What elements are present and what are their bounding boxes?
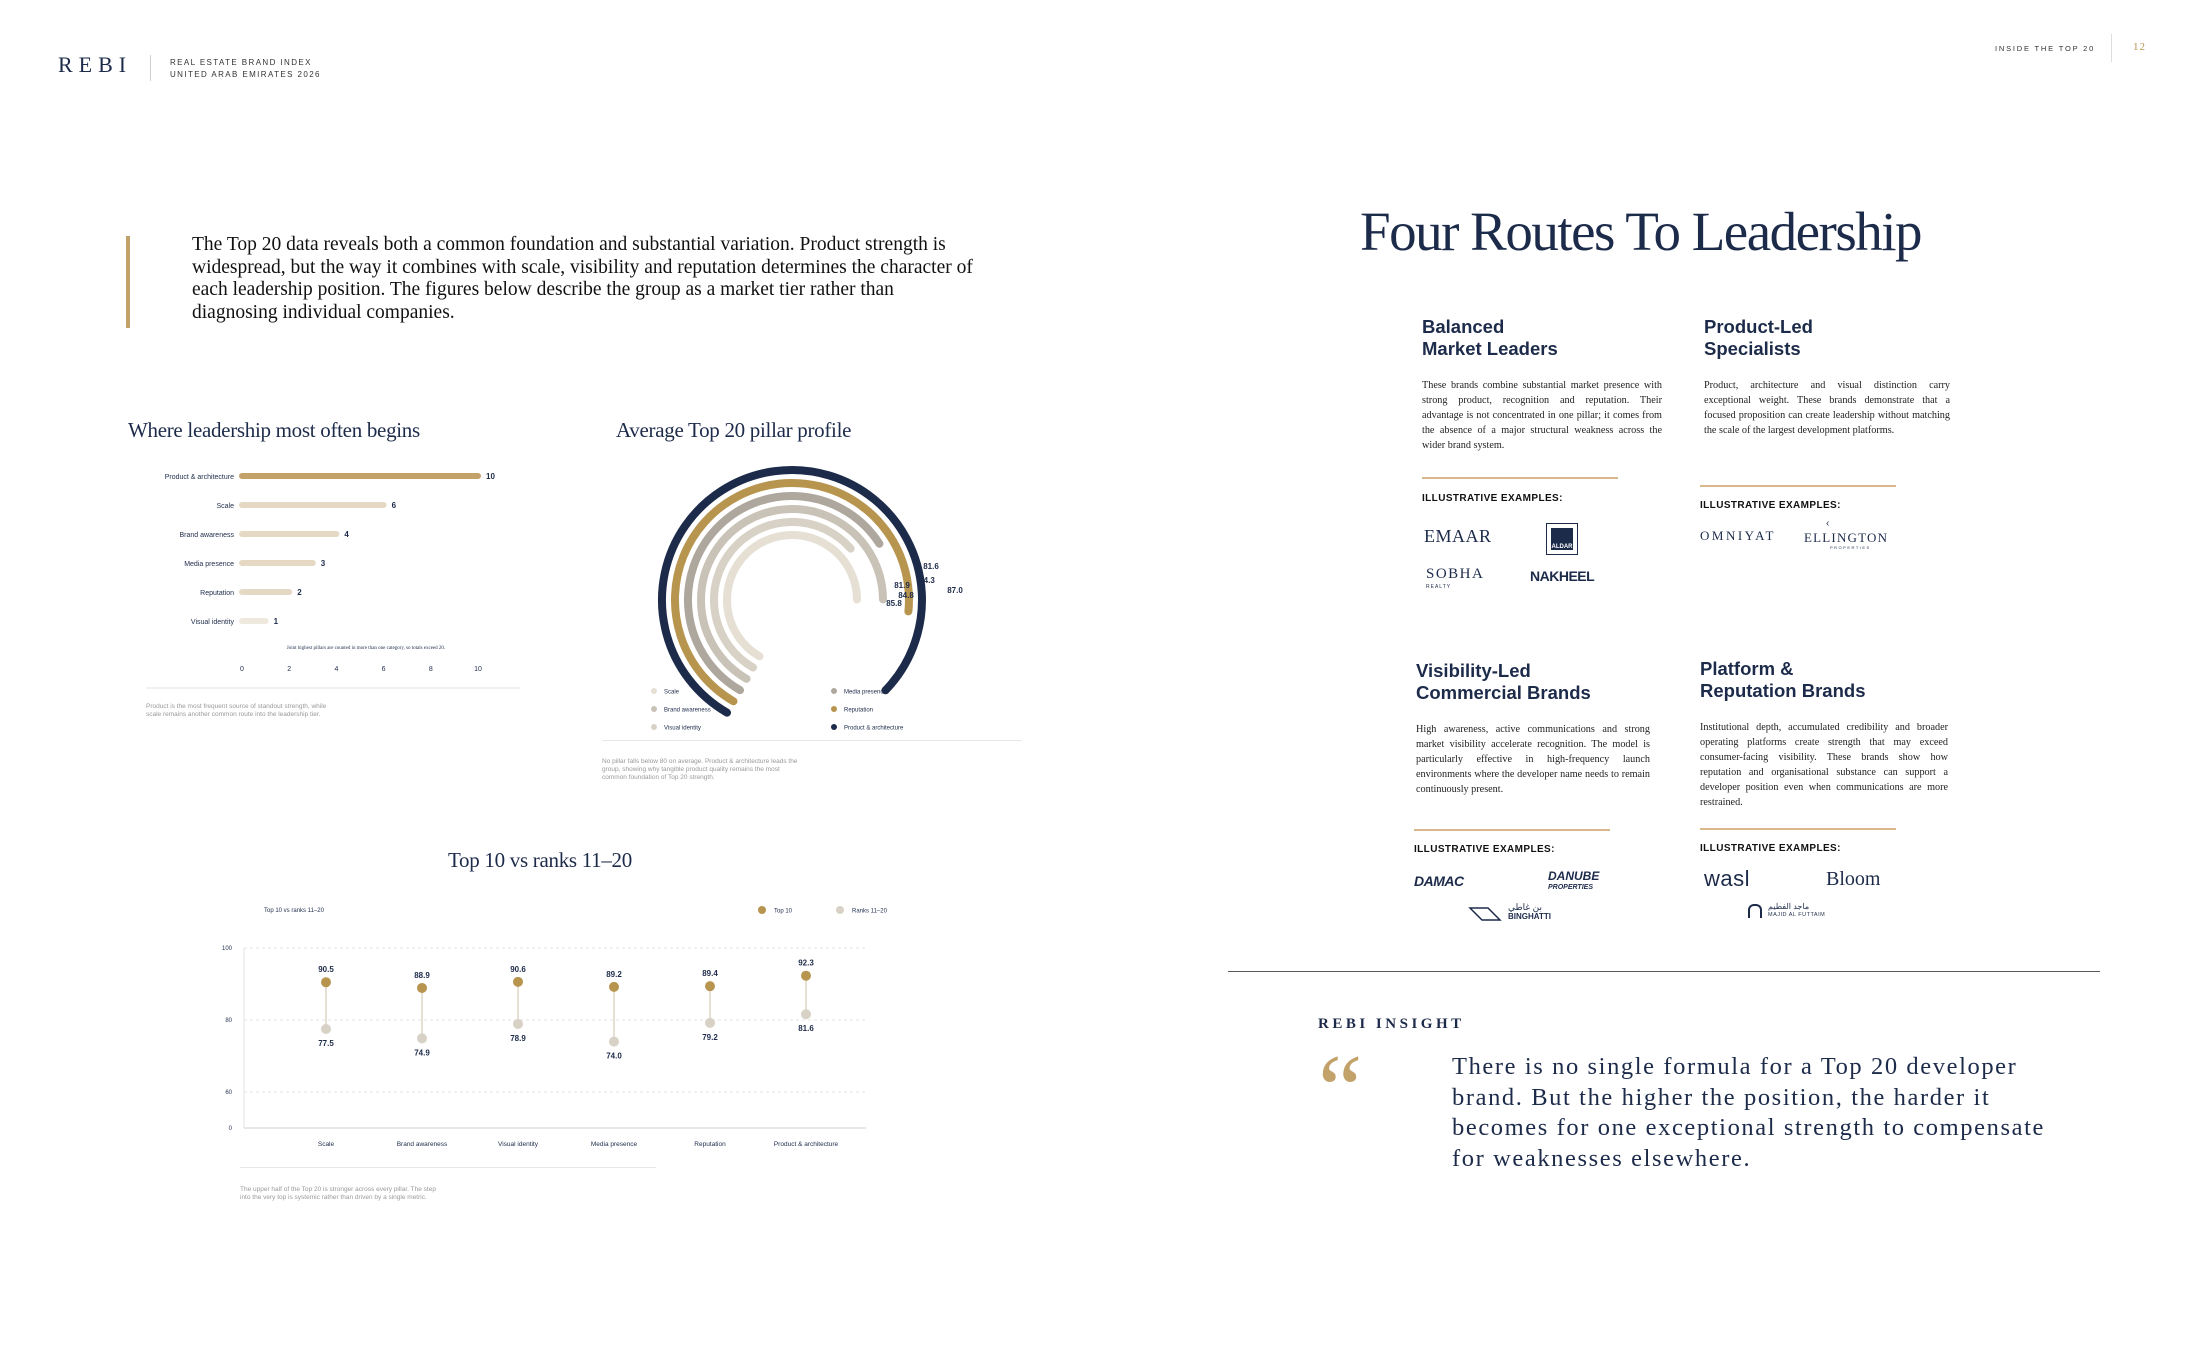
route-card-balanced <box>1422 316 1662 504</box>
brand-subtitle-line2: UNITED ARAB EMIRATES 2026 <box>170 70 321 79</box>
chart2-rule <box>602 740 1022 741</box>
chart1-title: Where leadership most often begins <box>128 418 420 442</box>
logo-danube <box>1548 871 1599 893</box>
chart1-value-label: 3 <box>320 559 326 568</box>
chart3-point-top10 <box>321 977 331 987</box>
intro-paragraph: The Top 20 data reveals both a common foundation and substantial variation. Product strength is widespread, but the way it combines with scale, visibility and reputation determines the character of each leadership position. The figures below describe the group as a market tier rather than diagnosing individual companies. <box>192 234 973 323</box>
route-title-line2: Commercial Brands <box>1416 682 1591 703</box>
chart2-legend-swatch <box>651 724 657 730</box>
chart3-subtitle: Top 10 vs ranks 11–20 <box>264 908 324 914</box>
route-title-line1: Platform & <box>1700 658 1794 679</box>
chart3-point-ranks <box>609 1037 619 1047</box>
chart3-category-label: Scale <box>317 1141 335 1148</box>
chart3-caption: The upper half of the Top 20 is stronger across every pillar. The step into the very top is systemic rather than driven by a single metric. <box>240 1186 436 1201</box>
logo-binghatti-en: BINGHATTI <box>1508 912 1551 921</box>
route-title <box>1422 316 1662 360</box>
logo-majid-ar: ماجد الفطيم <box>1768 902 1810 911</box>
chart3-point-top10 <box>801 971 811 981</box>
chart2-legend-label: Scale <box>664 689 680 696</box>
chart3-category-label: Reputation <box>694 1141 726 1148</box>
chart3-y-tick: 80 <box>225 1018 232 1024</box>
chart3-point-top10 <box>705 981 715 991</box>
route-body: Product, architecture and visual distinction carry exceptional weight. These brands demonstrate that a focused proposition can create leadership without matching the scale of the largest development platforms. <box>1704 380 1950 436</box>
chart2-radial-chart <box>600 455 1030 755</box>
chart1-category-label: Visual identity <box>190 619 234 626</box>
chart1-value-label: 10 <box>486 472 495 481</box>
route-title-line1: Balanced <box>1422 316 1505 337</box>
quote-mark: “ <box>1318 1034 1363 1145</box>
chart3-value-top10: 88.9 <box>414 970 430 980</box>
chart3-value-top10: 90.6 <box>510 964 526 974</box>
chart3-value-top10: 92.3 <box>798 958 814 968</box>
chart3-value-ranks: 77.5 <box>318 1039 334 1048</box>
chart2-value-label: 81.9 <box>894 581 910 590</box>
chart3-legend-label: Top 10 <box>774 908 793 915</box>
insight-quote: There is no single formula for a Top 20 developer brand. But the higher the position, the harder it becomes for one exceptional strength to compensate for weaknesses elsewhere. <box>1452 1053 2045 1172</box>
chart1-x-tick: 6 <box>381 666 386 673</box>
route-title-line2: Specialists <box>1704 338 1801 359</box>
chart3-value-top10: 89.2 <box>606 969 622 979</box>
logo-damac: DAMAC <box>1414 873 1464 889</box>
chart1-category-label: Reputation <box>200 590 234 597</box>
chart3-value-ranks: 78.9 <box>510 1033 526 1043</box>
logo-ellington-sub: PROPERTIES <box>1830 545 1871 550</box>
chart3-value-top10: 89.4 <box>702 969 718 979</box>
brand-subtitle-line1: REAL ESTATE BRAND INDEX <box>170 58 312 67</box>
chart1-x-tick: 4 <box>334 666 339 673</box>
chart2-legend-swatch <box>831 688 837 694</box>
route-rule <box>1414 829 1610 831</box>
aldar-mark: ALDAR <box>1551 528 1573 550</box>
page-number: 12 <box>2133 41 2146 53</box>
brand-subtitle <box>170 57 321 81</box>
route-rule <box>1700 485 1896 487</box>
chart1-caption: Product is the most frequent source of standout strength, while scale remains another common route into the leadership tier. <box>146 703 327 718</box>
chart2-value-label: 81.6 <box>923 562 939 571</box>
logo-emaar: EMAAR <box>1424 526 1492 546</box>
chart2-value-label: 87.0 <box>947 586 963 595</box>
route-card-platform <box>1700 658 1948 810</box>
chart3-legend-swatch <box>836 906 844 914</box>
chart1-category-label: Media presence <box>184 561 234 568</box>
logo-binghatti <box>1508 902 1551 922</box>
chart3-legend-swatch <box>758 906 766 914</box>
chart2-value-label: 84.3 <box>919 576 935 585</box>
chart1-value-label: 1 <box>273 617 279 626</box>
ellington-mark-icon: ‹ <box>1826 518 1830 529</box>
route-title-line2: Reputation Brands <box>1700 680 1866 701</box>
chart3-title: Top 10 vs ranks 11–20 <box>448 848 632 872</box>
route-body: These brands combine substantial market presence with strong product, recognition and reputation. Their advantage is not concentrated in one pillar; it comes from the absence of a major structural weakness across the wider brand system. <box>1422 380 1662 451</box>
chart3-point-top10 <box>417 983 427 993</box>
chart3-value-top10: 90.5 <box>318 965 334 975</box>
route-title <box>1700 658 1948 702</box>
chart3-value-ranks: 74.9 <box>414 1048 430 1058</box>
examples-label: ILLUSTRATIVE EXAMPLES: <box>1414 844 1555 855</box>
chart2-title: Average Top 20 pillar profile <box>616 418 852 442</box>
chart3-point-ranks <box>513 1019 523 1029</box>
logo-sobha-sub: REALTY <box>1426 584 1452 590</box>
chart3-point-ranks <box>801 1009 811 1019</box>
chart1-footnote: Joint highest pillars are counted in more than one category, so totals exceed 20. <box>286 646 446 651</box>
section-label: INSIDE THE TOP 20 <box>1995 44 2096 53</box>
chart3-value-ranks: 79.2 <box>702 1032 718 1042</box>
chart2-legend-swatch <box>651 706 657 712</box>
chart2-value-label: 84.8 <box>898 591 914 600</box>
chart1-value-label: 2 <box>297 588 302 597</box>
chart2-legend-label: Reputation <box>844 707 874 714</box>
chart3-category-label: Visual identity <box>498 1141 538 1148</box>
chart1-bar-chart <box>128 458 528 693</box>
chart3-category-label: Brand awareness <box>396 1141 448 1148</box>
chart3-category-label: Product & architecture <box>773 1141 839 1148</box>
chart3-y-tick: 100 <box>221 946 232 952</box>
logo-nakheel: NAKHEEL <box>1530 568 1595 584</box>
logo-aldar <box>1546 523 1578 555</box>
logo-binghatti-ar: بن غاطي <box>1508 902 1542 912</box>
intro-accent-bar <box>126 236 130 328</box>
chart2-legend-swatch <box>651 688 657 694</box>
chart2-value-label: 85.8 <box>886 599 902 608</box>
route-body: Institutional depth, accumulated credibility and broader operating platforms create strength that may exceed consumer-facing visibility. These brands show how reputation and organisational substance can support a developer position even when communications are more restrained. <box>1700 722 1948 808</box>
chart3-legend-label: Ranks 11–20 <box>852 908 887 915</box>
chart1-value-label: 6 <box>391 501 397 510</box>
examples-label: ILLUSTRATIVE EXAMPLES: <box>1422 493 1563 504</box>
logo-omniyat: OMNIYAT <box>1700 528 1776 543</box>
logo-ellington: ELLINGTON <box>1804 530 1889 545</box>
chart3-category-label: Media presence <box>590 1141 638 1148</box>
chart3-rule <box>240 1167 656 1168</box>
chart1-value-label: 4 <box>344 530 349 539</box>
logo-wasl: wasl <box>1704 866 1751 891</box>
brand-logo: REBI <box>58 52 133 77</box>
chart1-x-tick: 0 <box>240 666 244 673</box>
chart1-x-tick: 8 <box>428 666 433 673</box>
chart1-category-label: Brand awareness <box>179 532 234 539</box>
chart3-value-ranks: 74.0 <box>606 1051 622 1061</box>
route-rule <box>1700 828 1896 830</box>
chart2-legend-label: Visual identity <box>664 725 701 732</box>
logo-majid <box>1768 902 1825 920</box>
logo-majid-en: MAJID AL FUTTAIM <box>1768 912 1826 918</box>
route-title <box>1704 316 1950 360</box>
route-title <box>1416 660 1650 704</box>
chart2-legend-swatch <box>831 706 837 712</box>
logo-bloom: Bloom <box>1826 868 1881 890</box>
logo-sobha: SOBHA <box>1426 566 1485 582</box>
chart2-legend-label: Media presence <box>844 689 887 696</box>
chart2-ring <box>727 535 857 656</box>
examples-label: ILLUSTRATIVE EXAMPLES: <box>1700 843 1841 854</box>
chart3-y-tick: 0 <box>228 1126 232 1132</box>
chart3-point-top10 <box>609 982 619 992</box>
chart3-value-ranks: 81.6 <box>798 1024 814 1034</box>
route-card-product <box>1704 316 1950 438</box>
route-rule <box>1422 477 1618 479</box>
chart3-point-ranks <box>321 1024 331 1034</box>
chart3-y-tick: 60 <box>225 1090 232 1096</box>
chart1-category-label: Product & architecture <box>164 474 234 481</box>
logo-danube-sub: PROPERTIES <box>1548 884 1593 891</box>
route-title-line1: Visibility-Led <box>1416 660 1531 681</box>
examples-label: ILLUSTRATIVE EXAMPLES: <box>1700 500 1841 511</box>
route-card-visibility <box>1416 660 1650 797</box>
chart1-x-tick: 10 <box>474 666 482 673</box>
chart3-dumbbell-chart <box>210 888 890 1148</box>
chart1-category-label: Scale <box>216 503 234 510</box>
chart2-legend-swatch <box>831 724 837 730</box>
insight-label: REBI INSIGHT <box>1318 1016 1465 1032</box>
chart2-legend-label: Brand awareness <box>664 707 711 714</box>
binghatti-mark-icon <box>1468 905 1502 923</box>
page-number-divider <box>2111 34 2112 62</box>
chart2-caption: No pillar falls below 80 on average. Product & architecture leads the group, showing why tangible product quality remains the most common foundation of Top 20 strength. <box>602 758 798 781</box>
majid-mark-icon <box>1748 904 1762 918</box>
chart3-point-ranks <box>705 1018 715 1028</box>
logo-danube-name: DANUBE <box>1548 869 1600 883</box>
chart2-legend-label: Product & architecture <box>844 725 904 732</box>
routes-title: Four Routes To Leadership <box>1360 201 1922 262</box>
chart3-point-top10 <box>513 977 523 987</box>
route-body: High awareness, active communications and strong market visibility accelerate recognition. The model is particularly effective in high-frequency launch environments where the developer name needs to remain continuously present. <box>1416 724 1650 795</box>
header-divider <box>150 55 151 81</box>
chart1-x-tick: 2 <box>287 666 292 673</box>
chart3-point-ranks <box>417 1033 427 1043</box>
route-title-line2: Market Leaders <box>1422 338 1558 359</box>
insight-divider <box>1228 971 2100 972</box>
route-title-line1: Product-Led <box>1704 316 1813 337</box>
